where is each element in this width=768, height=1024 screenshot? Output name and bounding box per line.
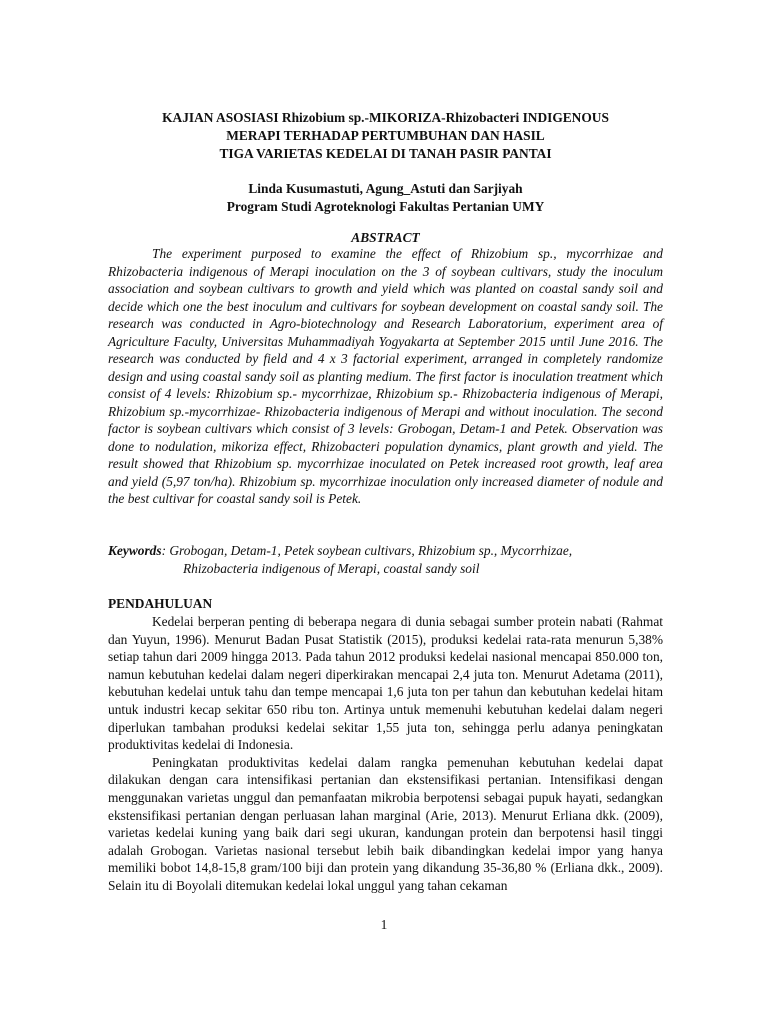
body-paragraph: Peningkatan produktivitas kedelai dalam rangka pemenuhan kebutuhan kedelai dapat dilakukan dengan cara intensifikasi pertanian dan ekstensifikasi pertanian. Intensifikasi dengan menggunakan varietas unggul dan pemanfaatan mikrobia berpotensi sebagai pupuk hayati, sedangkan ekstensifikasi pertanian dengan perluasan lahan marginal (Arie, 2013). Menurut Erliana dkk. (2009), varietas kedelai kuning yang baik dari segi ukuran, kandungan protein dan berpotensi hasil tinggi adalah Grobogan. Varietas nasional tersebut lebih baik dibandingkan kedelai impor yang hanya memiliki bobot 14,8-15,8 gram/100 biji dan protein yang dikandung 35-36,80 % (Erliana dkk., 2009). Selain itu di Boyolali ditemukan kedelai lokal unggul yang tahan cekaman (108, 754, 663, 893)
keywords-line-2: Rhizobacteria indigenous of Merapi, coastal sandy soil (183, 561, 480, 576)
author-block (108, 180, 663, 216)
title-line-3: TIGA VARIETAS KEDELAI DI TANAH PASIR PANTAI (219, 146, 552, 161)
abstract-heading: ABSTRACT (351, 230, 420, 245)
title-line-2: MERAPI TERHADAP PERTUMBUHAN DAN HASIL (226, 128, 545, 143)
section-body (108, 613, 663, 895)
page-number: 1 (380, 917, 388, 932)
keywords-block (108, 542, 663, 578)
keywords-text-1: : Grobogan, Detam-1, Petek soybean cultivars, Rhizobium sp., Mycorrhizae, (161, 543, 573, 558)
abstract-body: The experiment purposed to examine the effect of Rhizobium sp., mycorrhizae and Rhizobacteria indigenous of Merapi inoculation on the 3 of soybean cultivars, study the inoculum association and soybean cultivars to growth and yield which was planted on coastal sandy soil and decide which one the best inoculum and cultivars for soybean development on coastal sandy soil. The research was conducted in Agro-biotechnology and Research Laboratorium, experiment area of Agriculture Faculty, Universitas Muhammadiyah Yogyakarta at September 2015 until June 2016. The research was conducted by field and 4 x 3 factorial experiment, arranged in completely randomize design and using coastal sandy soil as planting medium. The first factor is inoculation treatment which consist of 4 levels: Rhizobium sp.- mycorrhizae, Rhizobium sp.- Rhizobacteria indigenous of Merapi, Rhizobium sp.-mycorrhizae- Rhizobacteria indigenous of Merapi and without inoculation. The second factor is soybean cultivars which consist of 3 levels: Grobogan, Detam-1 and Petek. Observation was done to nodulation, mikoriza effect, Rhizobacteri population dynamics, plant growth and yield. The result showed that Rhizobium sp. mycorrhizae inoculated on Petek increased root growth, leaf area and yield (5,97 ton/ha). Rhizobium sp. mycorrhizae inoculation only increased diameter of nodule and the best cultivar for coastal sandy soil is Petek. (108, 246, 663, 506)
paper-title (108, 109, 663, 163)
author-names: Linda Kusumastuti, Agung_Astuti dan Sarjiyah (248, 181, 523, 196)
body-paragraph: Kedelai berperan penting di beberapa negara di dunia sebagai sumber protein nabati (Rahmat dan Yuyun, 1996). Menurut Badan Pusat Statistik (2015), produksi kedelai rata-rata menurun 5,38% setiap tahun dari 2009 hingga 2013. Pada tahun 2012 produksi kedelai nasional mencapai 850.000 ton, namun kebutuhan kedelai dalam negeri diperkirakan mencapai 2,4 juta ton. Menurut Adetama (2011), kebutuhan kedelai untuk tahu dan tempe mencapai 1,6 juta ton per tahun dan kebutuhan kedelai hitam untuk industri kecap sekitar 650 ribu ton. Artinya untuk memenuhi kebutuhan kedelai dalam negeri diperlukan tambahan produksi kedelai sekitar 1,55 juta ton, sehingga perlu adanya peningkatan produktivitas kedelai di Indonesia. (108, 614, 663, 753)
keywords-label: Keywords (108, 543, 162, 558)
section-heading: PENDAHULUAN (108, 596, 213, 611)
title-line-1: KAJIAN ASOSIASI Rhizobium sp.-MIKORIZA-Rhizobacteri INDIGENOUS (162, 110, 609, 125)
author-affiliation: Program Studi Agroteknologi Fakultas Pertanian UMY (226, 199, 545, 214)
keywords-line-1 (108, 542, 663, 560)
